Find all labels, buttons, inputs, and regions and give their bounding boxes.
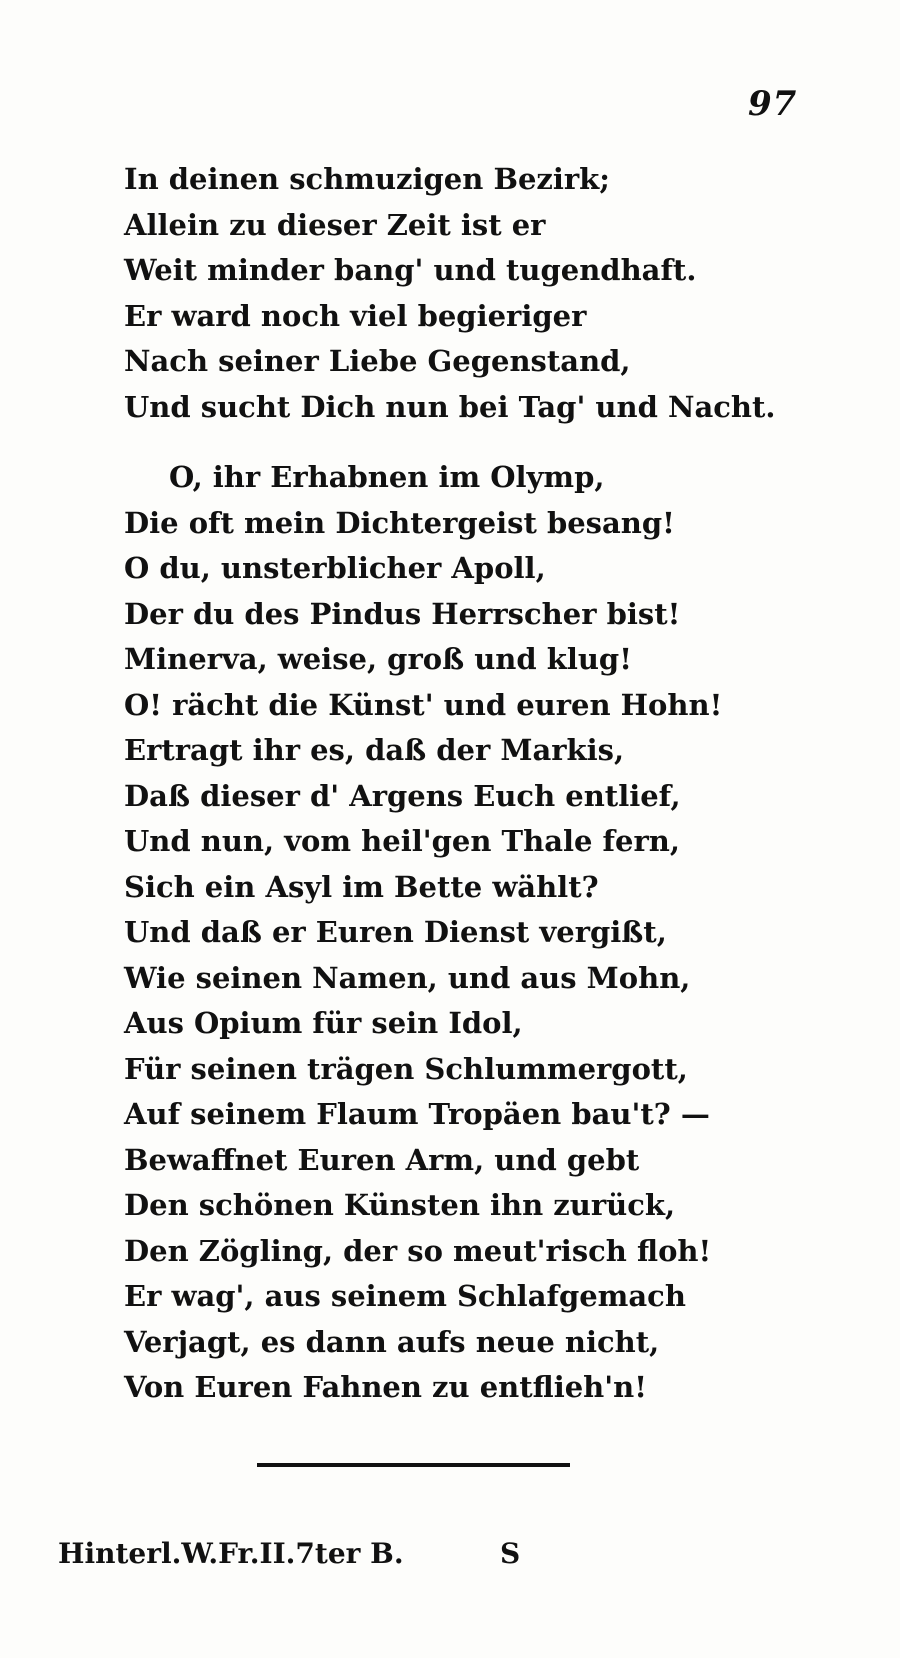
verse-line: Daß dieser d' Argens Euch entlief,: [124, 778, 681, 813]
verse-line: Der du des Pindus Herrscher bist!: [124, 596, 681, 631]
verse-line: Den schönen Künsten ihn zurück,: [124, 1188, 676, 1222]
verse-line: O! rächt die Künst' und euren Hohn!: [124, 687, 723, 722]
printer-signature: Hinterl.W.Fr.II.7ter B.: [58, 1537, 404, 1570]
verse-line: Und sucht Dich nun bei Tag' und Nacht.: [124, 389, 776, 424]
verse-line: Für seinen trägen Schlummergott,: [124, 1051, 688, 1086]
verse-line: Aus Opium für sein Idol,: [124, 1006, 523, 1040]
verse-line: Und daß er Euren Dienst vergißt,: [124, 915, 667, 949]
verse-line: O du, unsterblicher Apoll,: [124, 551, 546, 585]
verse-line: Den Zögling, der so meut'risch floh!: [124, 1233, 712, 1268]
verse-line: Weit minder bang' und tugendhaft.: [124, 253, 697, 287]
stanza-1: [124, 157, 776, 430]
verse-line: Verjagt, es dann aufs neue nicht,: [124, 1324, 660, 1359]
verse-line: Nach seiner Liebe Gegenstand,: [124, 344, 631, 378]
verse-line: Allein zu dieser Zeit ist er: [124, 207, 546, 242]
verse-line: Bewaffnet Euren Arm, und gebt: [124, 1142, 640, 1177]
verse-line: Ertragt ihr es, daß der Markis,: [124, 733, 625, 767]
stanza-2: [124, 455, 722, 1411]
verse-line: Er ward noch viel begieriger: [124, 298, 587, 333]
verse-line: Wie seinen Namen, und aus Mohn,: [124, 960, 691, 995]
verse-line: Sich ein Asyl im Bette wählt?: [124, 869, 599, 904]
catchword: S: [500, 1537, 521, 1570]
verse-line: Und nun, vom heil'gen Thale fern,: [124, 824, 680, 858]
section-divider: [257, 1463, 570, 1467]
verse-line: Minerva, weise, groß und klug!: [124, 642, 632, 676]
verse-line: Auf seinem Flaum Tropäen bau't? —: [124, 1097, 710, 1131]
verse-line: Von Euren Fahnen zu entflieh'n!: [124, 1370, 647, 1404]
verse-line: O, ihr Erhabnen im Olymp,: [169, 460, 605, 494]
verse-line: Die oft mein Dichtergeist besang!: [124, 505, 675, 540]
verse-line: In deinen schmuzigen Bezirk;: [124, 162, 610, 196]
verse-line: Er wag', aus seinem Schlafgemach: [124, 1279, 686, 1313]
page-number: 97: [748, 84, 798, 124]
